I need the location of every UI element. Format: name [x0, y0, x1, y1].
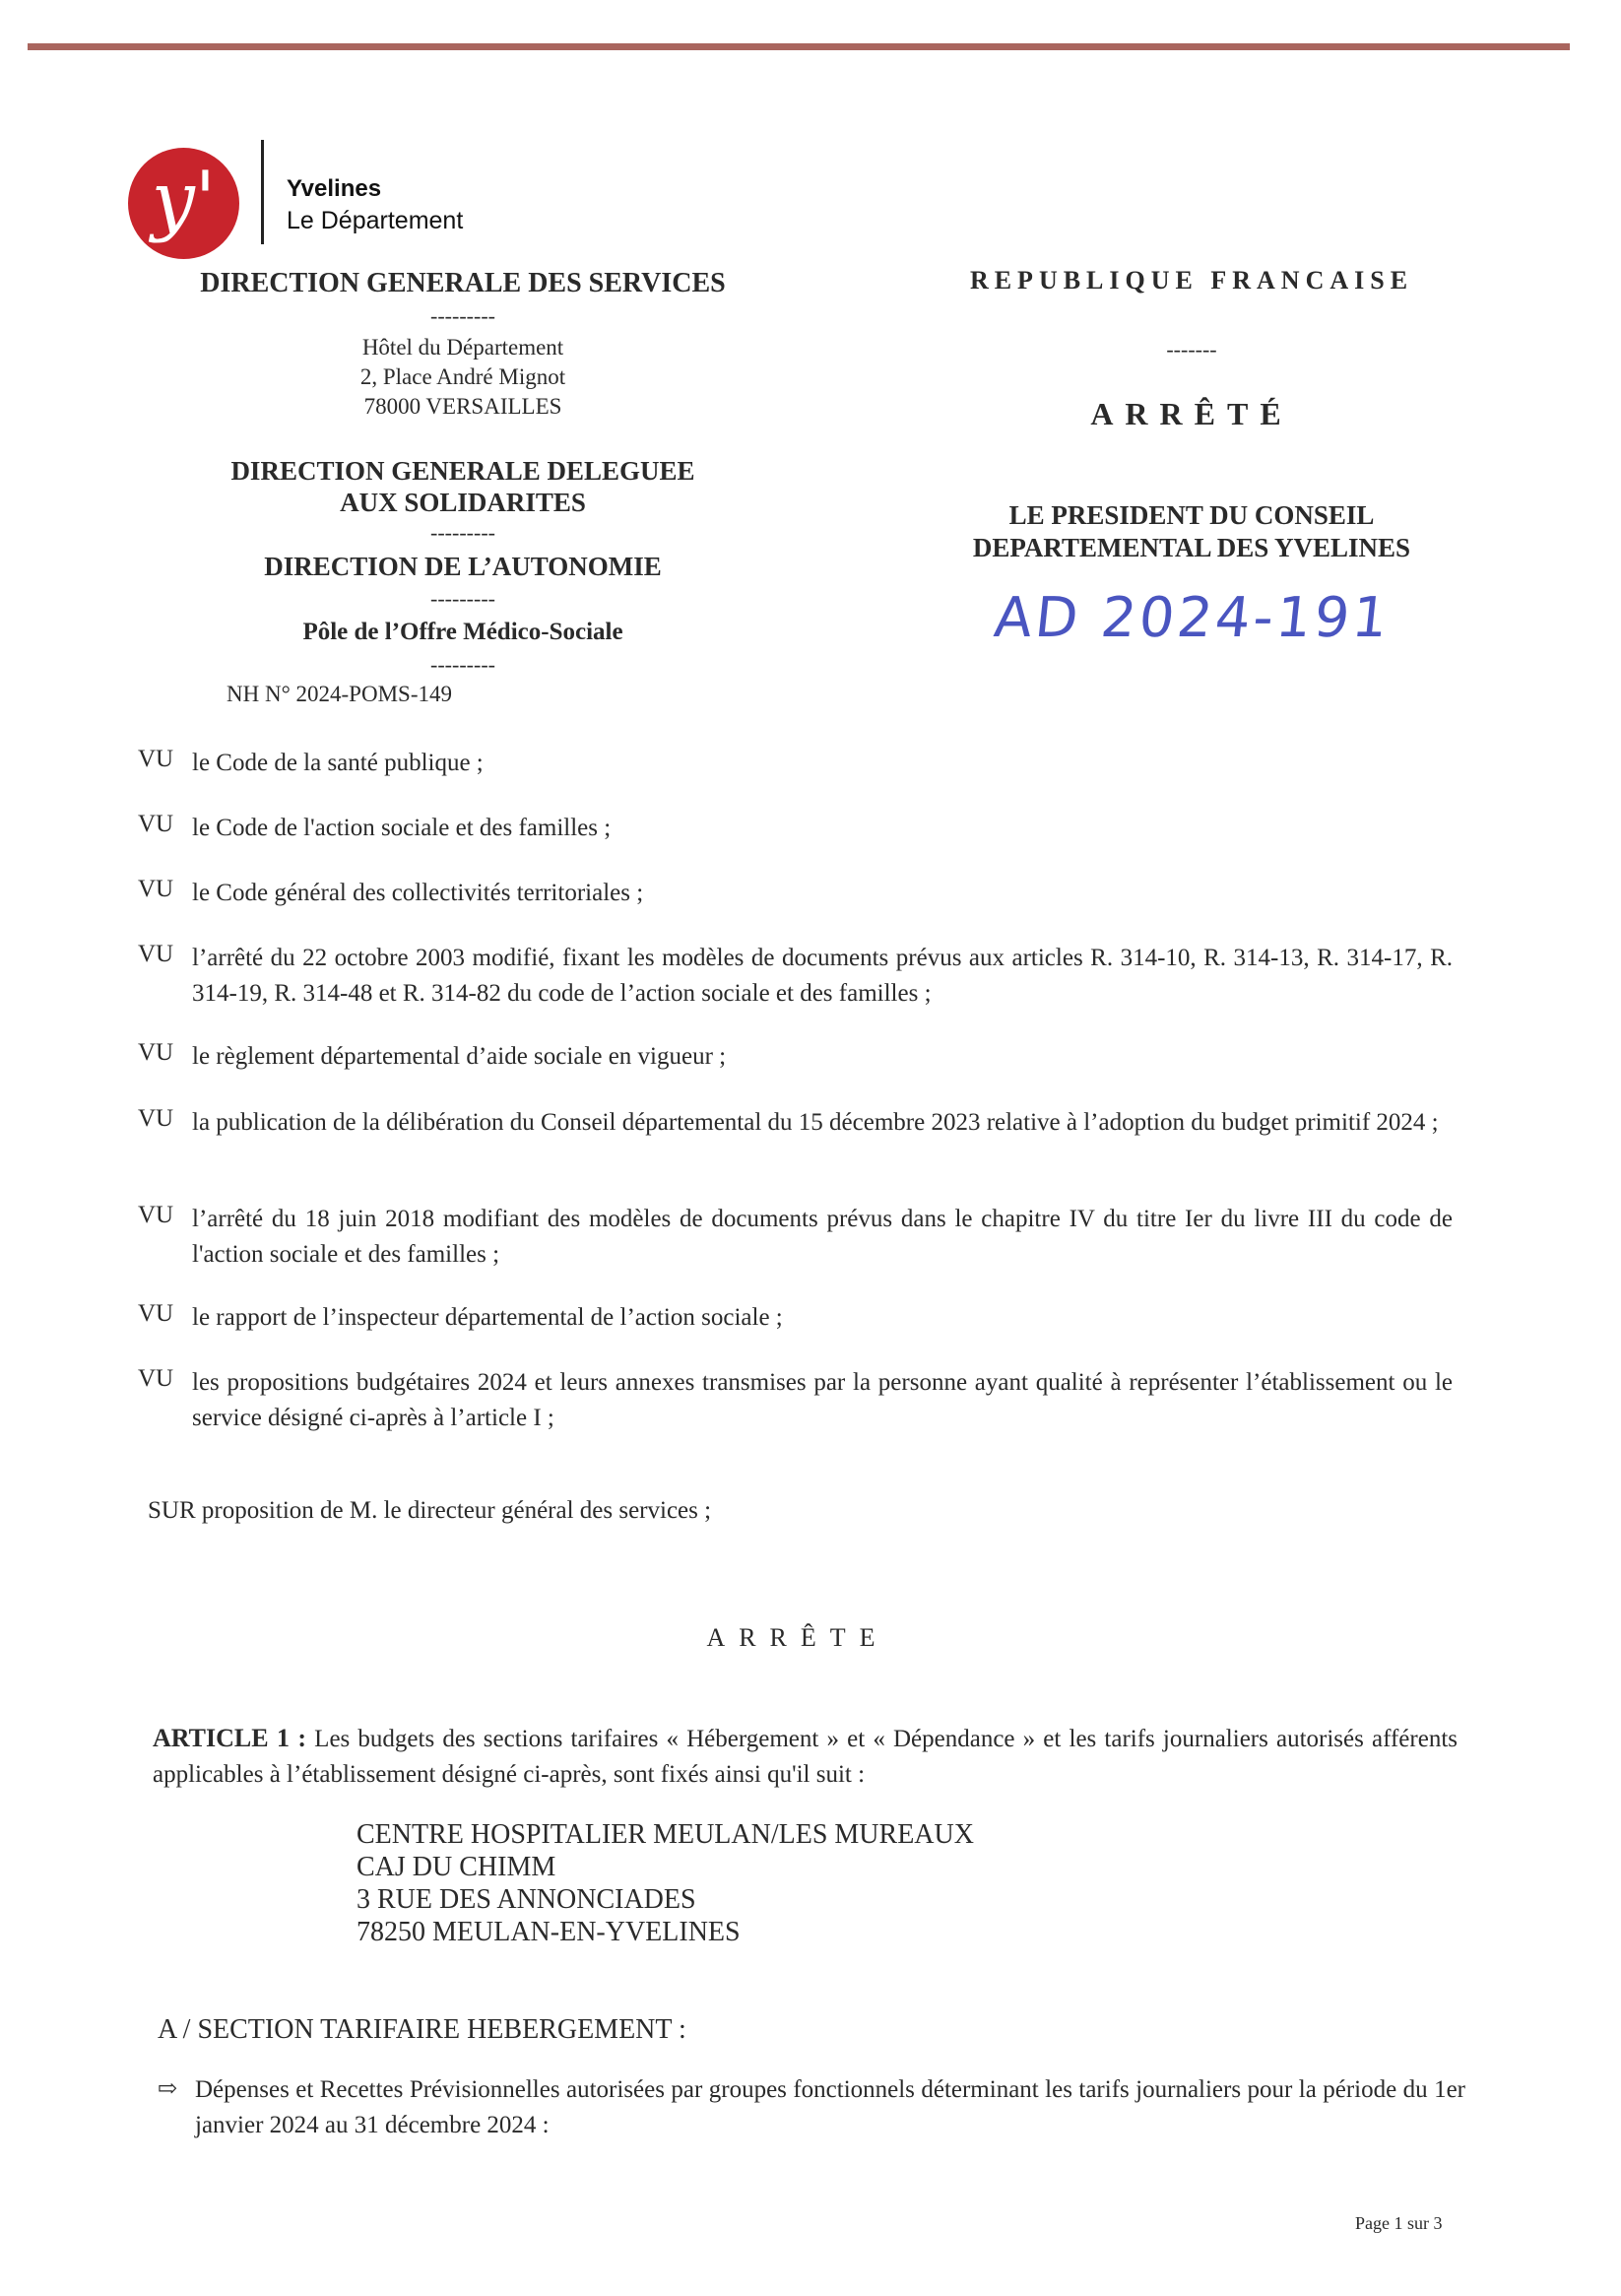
separator: -------: [1166, 337, 1217, 361]
vu-item: les propositions budgétaires 2024 et leurs annexes transmises par la personne ayant qualité à représenter l’établissement ou le service désigné ci-après à l’article I ;: [192, 1369, 1453, 1431]
vu-label: VU: [138, 1039, 174, 1066]
vu-label: VU: [138, 1365, 174, 1392]
vu-item: le Code de l'action sociale et des familles ;: [192, 815, 612, 841]
president-line1: LE PRESIDENT DU CONSEIL: [1008, 500, 1375, 530]
vu-label: VU: [138, 746, 174, 772]
vu-item: l’arrêté du 22 octobre 2003 modifié, fixant les modèles de documents prévus aux articles R. 314-10, R. 314-13, R. 314-17, R. 314-19, R. 314-48 et R. 314-82 du code de l’action sociale et des familles ;: [192, 945, 1453, 1007]
vu-label: VU: [138, 1105, 174, 1132]
yvelines-logo: [128, 148, 239, 259]
president-line2: DEPARTEMENTAL DES YVELINES: [972, 533, 1411, 562]
vu-label: VU: [138, 1300, 174, 1327]
vu-label: VU: [138, 1202, 174, 1228]
dgd-heading-line1: DIRECTION GENERALE DELEGUEE: [230, 456, 695, 486]
direction-autonomie: DIRECTION DE L’AUTONOMIE: [264, 552, 662, 581]
reference-number: NH N° 2024-POMS-149: [227, 682, 452, 706]
top-border: [28, 43, 1570, 50]
dgd-heading-line2: AUX SOLIDARITES: [340, 488, 586, 517]
separator: ---------: [430, 303, 495, 328]
city-line: 78000 VERSAILLES: [363, 394, 562, 419]
vu-item: la publication de la délibération du Conseil départemental du 15 décembre 2023 relative à l’adoption du budget primitif 2024 ;: [192, 1109, 1439, 1136]
brand-subtitle: Le Département: [287, 207, 464, 234]
article-1-label: ARTICLE 1 :: [153, 1724, 307, 1752]
establishment-city: 78250 MEULAN-EN-YVELINES: [357, 1917, 741, 1947]
arrow-icon: ⇨: [158, 2076, 178, 2102]
establishment-street: 3 RUE DES ANNONCIADES: [357, 1884, 696, 1915]
dgs-heading: DIRECTION GENERALE DES SERVICES: [200, 268, 726, 298]
separator: ---------: [430, 652, 495, 677]
arrete-heading: ARRÊTE: [706, 1623, 889, 1652]
establishment-unit: CAJ DU CHIMM: [357, 1852, 556, 1882]
republique-francaise: REPUBLIQUE FRANCAISE: [969, 266, 1414, 295]
vu-item: le Code de la santé publique ;: [192, 750, 484, 776]
page-number: Page 1 sur 3: [1355, 2213, 1443, 2233]
vu-item: le rapport de l’inspecteur départemental de l’action sociale ;: [192, 1304, 783, 1331]
hotel-line: Hôtel du Département: [361, 335, 564, 360]
vu-item: le règlement départemental d’aide sociale en vigueur ;: [192, 1043, 727, 1070]
arrete-title: ARRÊTÉ: [1090, 396, 1293, 431]
establishment-name: CENTRE HOSPITALIER MEULAN/LES MUREAUX: [357, 1819, 974, 1850]
section-a-heading: A / SECTION TARIFAIRE HEBERGEMENT :: [158, 2014, 686, 2045]
vu-label: VU: [138, 876, 174, 902]
handwritten-reference: AD 2024-191: [991, 586, 1394, 650]
bullet-text: Dépenses et Recettes Prévisionnelles autorisées par groupes fonctionnels déterminant les tarifs journaliers pour la période du 1er janvier 2024 au 31 décembre 2024 :: [195, 2076, 1465, 2138]
logo-divider: [261, 140, 264, 244]
vu-label: VU: [138, 941, 174, 967]
street-line: 2, Place André Mignot: [359, 364, 566, 389]
vu-item: l’arrêté du 18 juin 2018 modifiant des modèles de documents prévus dans le chapitre IV du titre Ier du livre III du code de l'action sociale et des familles ;: [192, 1206, 1453, 1268]
sur-proposition: SUR proposition de M. le directeur général des services ;: [148, 1497, 712, 1524]
vu-label: VU: [138, 811, 174, 837]
brand-name: Yvelines: [287, 175, 382, 202]
pole-offre: Pôle de l’Offre Médico-Sociale: [302, 619, 623, 645]
separator: ---------: [430, 586, 495, 611]
logo-letter: y': [151, 156, 217, 244]
article-1-text: Les budgets des sections tarifaires « Hébergement » et « Dépendance » et les tarifs journaliers autorisés afférents applicables à l’établissement désigné ci-après, sont fixés ainsi qu'il suit :: [153, 1726, 1458, 1788]
article-1: [153, 1721, 1458, 1793]
vu-item: le Code général des collectivités territoriales ;: [192, 880, 644, 906]
separator: ---------: [430, 520, 495, 545]
